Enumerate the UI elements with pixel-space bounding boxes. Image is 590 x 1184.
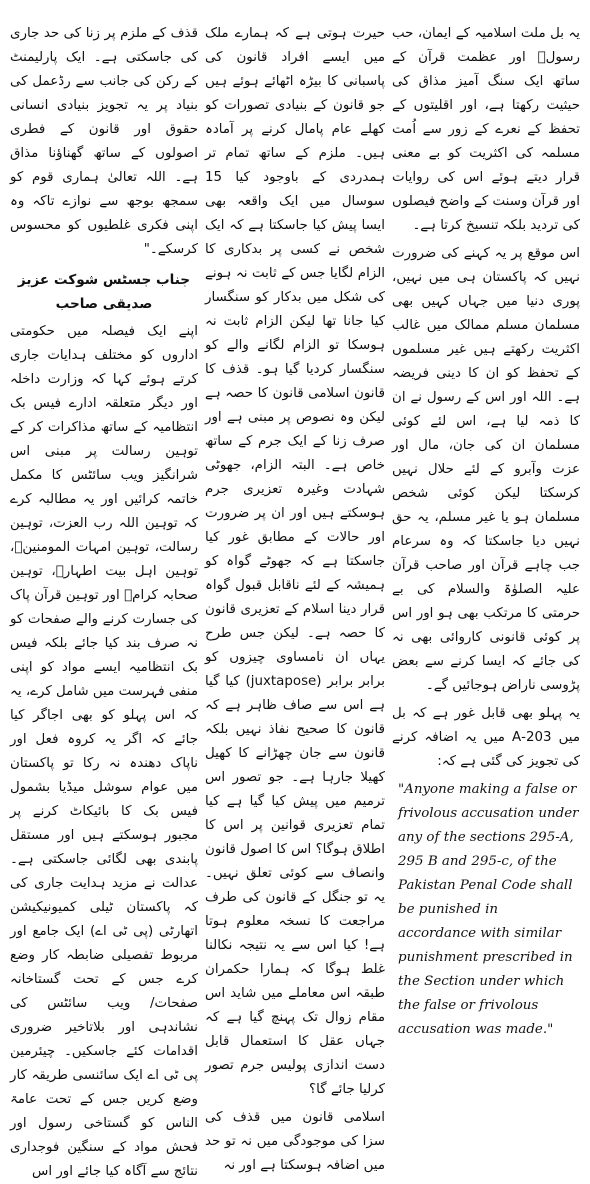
column-right: [392, 22, 580, 1037]
paragraph: قذف کے ملزم پر زنا کی حد جاری کی جاسکتی ہے۔ ایک پارلیمنٹ کے رکن کی جانب سے رڈعمل کی بنیاد پر یہ تجویز بنیادی انسانی حقوق اور قانون کے فطری اصولوں کے ساتھ گھناؤنا مذاق ہے۔ اللہ تعالیٰ ہماری قوم کو سمجھ بوجھ سے نوازے تاکہ وہ اپنی فکری غلطیوں کو محسوس کرسکے۔": [10, 26, 198, 257]
byline-heading: جناب جسٹس شوکت عزیز صدیقی صاحب: [17, 272, 191, 312]
column-left: [10, 22, 198, 1179]
paragraph: یہ بل ملت اسلامیہ کے ایمان، حب رسولؐ اور عظمت قرآن کے ساتھ ایک سنگ آمیز مذاق کی حیثیت رکھتا ہے، اور اقلیتوں کے تحفظ کے نعرے کے زور سے اُمت مسلمہ کی اکثریت کو بے معنی قرار دیتے ہوئے اس کی روایات اور قرآن وسنت کے واضح فیصلوں کی تردید بلکہ تنسیخ کرتا ہے۔: [392, 26, 580, 233]
paragraph: حیرت ہوتی ہے کہ ہمارے ملک میں ایسے افراد قانون کی پاسبانی کا بیڑہ اٹھائے ہوئے ہیں جو قانون کے بنیادی تصورات کو کھلے عام پامال کرنے پر آمادہ ہیں۔ ملزم کے ساتھ تمام تر ہمدردی کے باوجود کیا 15 سوسال میں ایک واقعہ بھی ایسا پیش کیا جاسکتا ہے کہ ایک شخص نے کسی پر بدکاری کا الزام لگایا جس کے ثابت نہ ہونے کی شکل میں بدکار کو سنگسار کیا جانا تھا لیکن الزام ثابت نہ ہوسکا تو الزام لگانے والے کو سنگسار کردیا گیا ہو۔ قذف کا قانون اسلامی قانون کا حصہ ہے لیکن وہ نصوص پر مبنی ہے اور صرف زنا کے ایک جرم کے ساتھ خاص ہے۔ البتہ الزام، جھوٹی شہادت وغیرہ تعزیری جرم ہوسکتے ہیں اور ان پر ضرورت اور حالات کے مطابق غور کیا جاسکتا ہے کہ جھوٹے گواہ کو ہمیشہ کے لئے ناقابل قبول گواہ قرار دینا اسلام کے تعزیری قانون کا حصہ ہے۔ لیکن جس طرح یہاں ان نامساوی چیزوں کو برابر برابر (juxtapose) کیا گیا ہے اس سے صاف ظاہر ہے کہ قانون کا صحیح نفاذ نہیں بلکہ قانون سے جان چھڑانے کا کھیل کھیلا جارہا ہے۔ جو تصور اس ترمیم میں پیش کیا گیا ہے کیا تمام تعزیری قوانین پر اس کا اطلاق ہوگا؟ اس کا اصول قانون وانصاف سے کوئی تعلق نہیں۔ یہ تو جنگل کے قانون کی طرف مراجعت کا نسخہ معلوم ہوتا ہے! کیا اس سے یہ نتیجہ نکالنا غلط ہوگا کہ ہمارا حکمران طبقہ اس معاملے میں شاید اس مقام زوال تک پہنچ گیا ہے کہ جہاں عقل کا استعمال قابل دست اندازی پولیس جرم تصور کرلیا جائے گا؟: [205, 26, 385, 1097]
paragraph: اسلامی قانون میں قذف کی سزا کی موجودگی میں نہ تو حد میں اضافہ ہوسکتا ہے اور نہ: [205, 1110, 385, 1173]
paragraph: اپنے ایک فیصلہ میں حکومتی اداروں کو مختلف ہدایات جاری کرتے ہوئے کہا کہ وزارت داخلہ اور دیگر متعلقہ ادارے فیس بک انتظامیہ کے ساتھ مذاکرات کر کے توہین رسالت پر مبنی اس شرانگیز ویب سائٹس کا مکمل خاتمہ کرائیں اور یہ مطالبہ کرے کہ توہین اللہ رب العزت، توہین رسالت، توہین امہات المومنینؓ، توہین اہل بیت اطہارؓ، توہین صحابہ کرامؓ اور توہین قرآن پاک کی جسارت کرنے والے صفحات کو نہ صرف بند کیا جائے بلکہ فیس بک انتظامیہ ایسے مواد کو اپنی منفی فہرست میں شامل کرے، یہ کہ اس پہلو کو بھی اجاگر کیا جائے کہ اگر یہ کروہ فعل اور ناپاک دھندہ نہ رکا تو پاکستان میں عوام سوشل میڈیا بشمول فیس بک کا بائیکاٹ کرنے پر مجبور ہوسکتے ہیں اور مستقل پابندی بھی لگائی جاسکتی ہے۔ عدالت نے مزید ہدایت جاری کی کہ پاکستان ٹیلی کمیونیکیشن اتھارٹی (پی ٹی اے) ایک جامع اور مربوط تفصیلی ضابطہ کار وضع کرے جس کے تحت گستاخانہ صفحات/ ویب سائٹس کی نشاندہی اور بلاتاخیر ضروری اقدامات کئے جاسکیں۔ چیئرمین پی ٹی اے ایک سائنسی طریقہ کار وضع کریں جس کے تحت عامۃ الناس کو گستاخی رسول اور فحش مواد کے سنگین فوجداری نتائج سے آگاہ کیا جائے اور اس: [10, 324, 198, 1179]
column-middle: [205, 22, 385, 1173]
english-quote: "Anyone making a false or frivolous accusation under any of the sections 295-A, 295 B and 295-c, of the Pakistan Penal Code shall be punished in accordance with similar punishment prescribed in the Section under which the false or frivolous accusation was made.": [398, 782, 579, 1037]
paragraph: یہ پہلو بھی قابل غور ہے کہ بل میں 203-A میں یہ اضافہ کرنے کی تجویز کی گئی ہے کہ:: [392, 706, 580, 769]
paragraph: اس موقع پر یہ کہنے کی ضرورت نہیں کہ پاکستان ہی میں نہیں، پوری دنیا میں جہاں کہیں بھی مسلمان مسلم ممالک میں غالب اکثریت رکھتے ہیں غیر مسلموں کے تحفظ کو ان کا دینی فریضہ ہے۔ اللہ اور اس کے رسول نے ان کا ذمہ لیا ہے، اس لئے کوئی مسلمان ان کی جان، مال اور عزت وآبرو کے لئے حلال نہیں کرسکتا لیکن کوئی شخص مسلمان ہو یا غیر مسلم، یہ حق نہیں دیا جاسکتا کہ وہ سرعام جب چاہے قرآن اور صاحب قرآن علیہ الصلوٰۃ والسلام کی بے حرمتی کا مرتکب بھی ہو اور اس پر کوئی قانونی کاروائی بھی نہ کی جائے کہ ایسا کرنے سے بعض پڑوسی ناراض ہوجائیں گے۔: [392, 246, 580, 693]
